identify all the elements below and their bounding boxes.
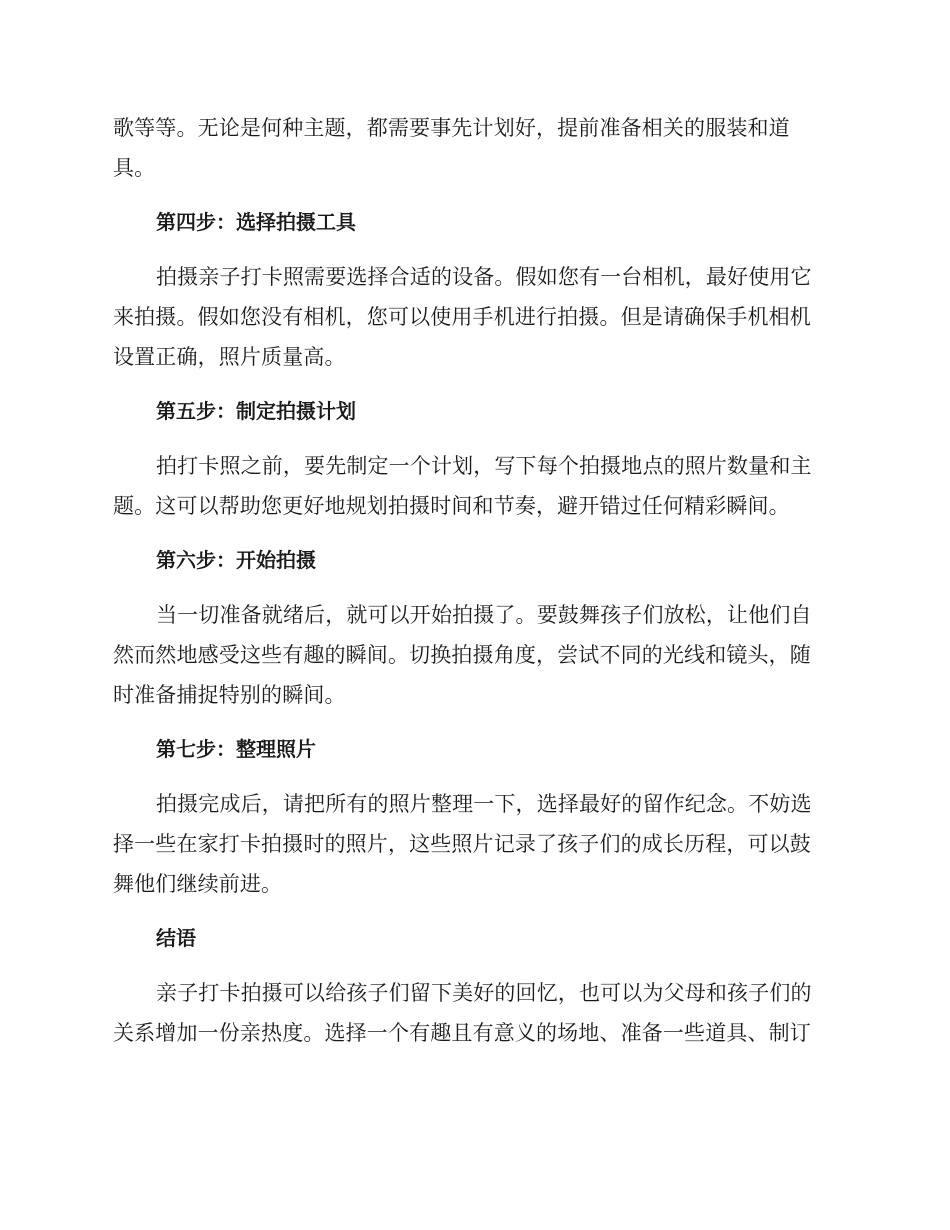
conclusion-heading: 结语 [156,926,196,950]
paragraph-line: 舞他们继续前进。 [113,872,283,896]
paragraph-line: 择一些在家打卡拍摄时的照片，这些照片记录了孩子们的成长历程，可以鼓 [113,832,811,856]
paragraph-line: 然而然地感受这些有趣的瞬间。切换拍摄角度，尝试不同的光线和镜头，随 [113,643,811,667]
paragraph-line: 时准备捕捉特别的瞬间。 [113,683,346,707]
intro-paragraph [113,108,831,188]
paragraph-line: 歌等等。无论是何种主题，都需要事先计划好，提前准备相关的服装和道 [113,116,790,140]
paragraph-line: 关系增加一份亲热度。选择一个有趣且有意义的场地、准备一些道具、制订 [113,1021,811,1045]
paragraph-line: 拍摄完成后，请把所有的照片整理一下，选择最好的留作纪念。不妨选 [156,792,812,816]
step7-heading: 第七步：整理照片 [156,737,316,761]
step6-paragraph [113,595,831,715]
document-page [113,108,831,1053]
step7-paragraph [113,784,831,904]
conclusion-paragraph [113,973,831,1053]
step4-paragraph [113,257,831,377]
paragraph-line: 题。这可以帮助您更好地规划拍摄时间和节奏，避开错过任何精彩瞬间。 [113,494,790,518]
paragraph-line: 来拍摄。假如您没有相机，您可以使用手机进行拍摄。但是请确保手机相机 [113,305,811,329]
paragraph-line: 当一切准备就绪后，就可以开始拍摄了。要鼓舞孩子们放松，让他们自 [156,603,812,627]
step5-paragraph [113,446,831,526]
step4-heading: 第四步：选择拍摄工具 [156,210,356,234]
paragraph-line: 设置正确，照片质量高。 [113,345,346,369]
paragraph-line: 拍打卡照之前，要先制定一个计划，写下每个拍摄地点的照片数量和主 [156,454,812,478]
paragraph-line: 拍摄亲子打卡照需要选择合适的设备。假如您有一台相机，最好使用它 [156,265,812,289]
step5-heading: 第五步：制定拍摄计划 [156,399,356,423]
paragraph-line: 亲子打卡拍摄可以给孩子们留下美好的回忆，也可以为父母和孩子们的 [156,981,812,1005]
step6-heading: 第六步：开始拍摄 [156,548,316,572]
paragraph-line: 具。 [113,156,156,180]
